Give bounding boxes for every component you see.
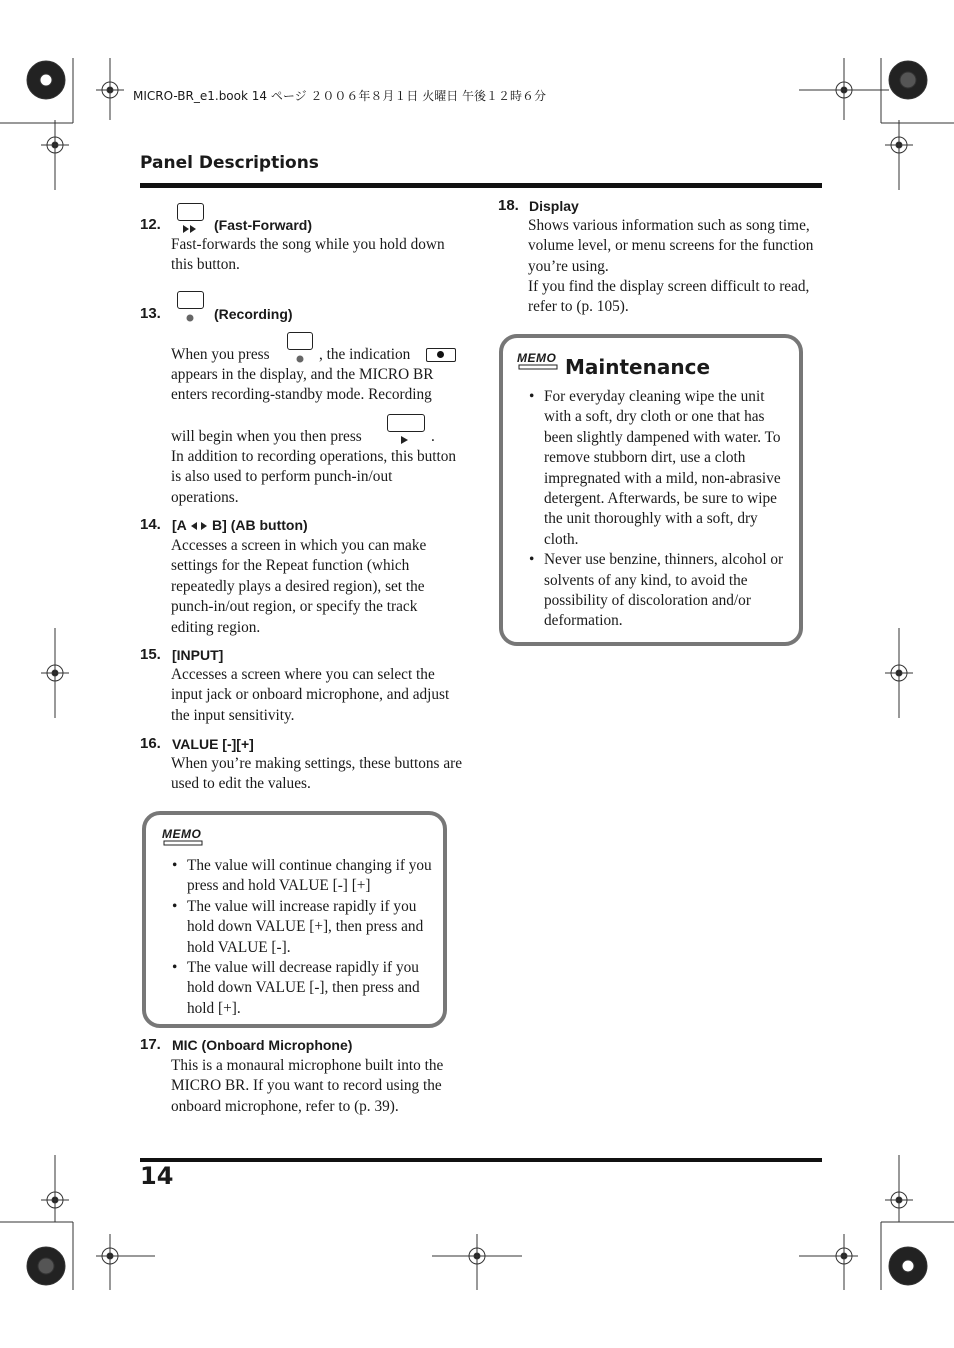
- memo-box: [142, 811, 447, 1028]
- memo-list: [528, 387, 790, 632]
- item-title: [INPUT]: [172, 647, 224, 663]
- page-number: 14: [140, 1162, 174, 1190]
- play-button-glyph: [387, 414, 425, 444]
- item-title: VALUE [-][+]: [172, 736, 254, 752]
- record-icon: [177, 311, 203, 323]
- registration-starburst-icon: [27, 1247, 65, 1285]
- item-description-2: If you find the display screen difficult to read, refer to (p. 105).: [528, 278, 810, 316]
- item-text-part: appears in the display, and the MICRO BR enters recording-standby mode. Recording: [171, 366, 434, 404]
- memo-list-item: • The value will continue changing if you press and hold VALUE [-] [+]: [171, 856, 435, 897]
- crosshair-target-icon: [799, 58, 889, 120]
- item-title-part: [A: [172, 517, 187, 533]
- registration-starburst-icon: [889, 61, 927, 99]
- section-title: Panel Descriptions: [140, 153, 319, 173]
- memo-badge: [517, 349, 556, 367]
- bottom-rule: [140, 1158, 822, 1162]
- print-file-header: MICRO-BR_e1.book 14 ページ ２００６年８月１日 火曜日 午後１２時６分: [133, 89, 547, 103]
- maintenance-memo-box: [499, 334, 803, 646]
- maintenance-title: Maintenance: [565, 355, 711, 379]
- crosshair-target-icon: [432, 1234, 522, 1290]
- record-indicator-icon: [426, 348, 456, 362]
- item-number: 14.: [140, 516, 161, 533]
- memo-badge: [162, 825, 201, 843]
- item-number: 13.: [140, 305, 161, 322]
- item-title: [172, 517, 308, 533]
- record-button-glyph: [287, 332, 313, 364]
- memo-list-item: • The value will increase rapidly if you hold down VALUE [+], then press and hold VALUE [-].: [171, 897, 435, 958]
- item-description: Accesses a screen in which you can make settings for the Repeat function (which repeatedly plays a desired region), set the punch-in/out region, or specify the track editing region.: [171, 537, 427, 636]
- item-title: (Recording): [214, 306, 293, 322]
- item-text-part: When you press: [171, 346, 270, 363]
- item-title: MIC (Onboard Microphone): [172, 1037, 353, 1053]
- registration-starburst-icon: [27, 61, 65, 99]
- item-text-part: , the indication: [319, 346, 411, 363]
- item-description: Fast-forwards the song while you hold down this button.: [171, 236, 445, 274]
- top-rule: [140, 183, 822, 188]
- crosshair-target-icon: [885, 120, 913, 190]
- item-text-part: In addition to recording operations, this button is also used to perform punch-in/out operations.: [171, 448, 457, 506]
- crosshair-target-icon: [96, 1234, 155, 1290]
- memo-list-item: • Never use benzine, thinners, alcohol or solvents of any kind, to avoid the possibility of discoloration and/or deformation.: [528, 550, 790, 632]
- item-description: When you’re making settings, these buttons are used to edit the values.: [171, 755, 462, 793]
- ab-arrows-icon: [190, 521, 208, 531]
- crosshair-target-icon: [96, 58, 124, 120]
- crosshair-target-icon: [41, 628, 69, 718]
- item-description: Shows various information such as song time, volume level, or menu screens for the function you’re using.: [528, 217, 814, 275]
- item-description: Accesses a screen where you can select the input jack or onboard microphone, and adjust the input sensitivity.: [171, 666, 450, 724]
- record-icon: [287, 352, 313, 364]
- registration-starburst-icon: [889, 1247, 927, 1285]
- memo-list-item: • The value will decrease rapidly if you hold down VALUE [-], then press and hold [+].: [171, 958, 435, 1019]
- item-number: 18.: [498, 197, 519, 214]
- item-number: 12.: [140, 216, 161, 233]
- crosshair-target-icon: [41, 1155, 69, 1222]
- record-button-glyph: [177, 291, 204, 323]
- play-icon: [387, 434, 425, 444]
- item-number: 16.: [140, 735, 161, 752]
- item-text-part: .: [431, 428, 435, 445]
- item-title-part: B] (AB button): [212, 517, 308, 533]
- crosshair-target-icon: [41, 120, 69, 190]
- item-number: 15.: [140, 646, 161, 663]
- memo-label: MEMO: [517, 351, 557, 365]
- fast-forward-button-glyph: [177, 203, 204, 233]
- crosshair-target-icon: [799, 1234, 858, 1290]
- item-text-part: will begin when you then press: [171, 428, 362, 445]
- memo-list-item: • For everyday cleaning wipe the unit with a soft, dry cloth or one that has been slightly dampened with water. To remove stubborn dirt, use a cloth impregnated with a mild, non-abrasive detergent. Afterwards, be sure to wipe the unit thoroughly with a soft, dry cloth.: [528, 387, 790, 550]
- crosshair-target-icon: [885, 628, 913, 718]
- item-title: Display: [529, 198, 579, 214]
- memo-label: MEMO: [162, 827, 202, 841]
- fast-forward-icon: [177, 223, 203, 233]
- crosshair-target-icon: [885, 1155, 913, 1222]
- item-title: (Fast-Forward): [214, 217, 312, 233]
- item-number: 17.: [140, 1036, 161, 1053]
- item-description: This is a monaural microphone built into the MICRO BR. If you want to record using the onboard microphone, refer to (p. 39).: [171, 1057, 444, 1115]
- memo-list: [171, 856, 435, 1019]
